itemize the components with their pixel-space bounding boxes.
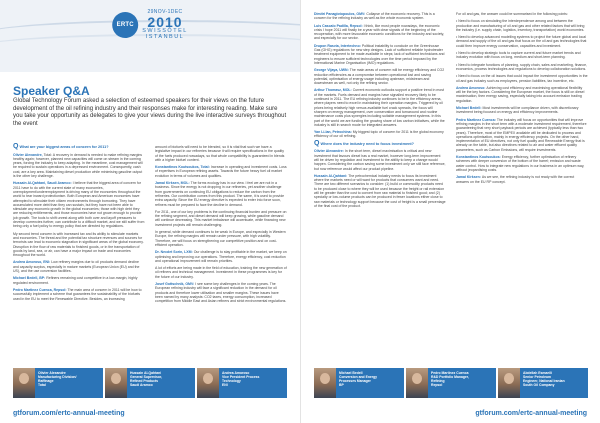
answer-paragraph bbox=[314, 12, 446, 21]
answer-paragraph bbox=[155, 210, 287, 227]
answer-text: Our challenge is to stay profitable in the market, we keep on optimising and improving our operations. Therefore, energy efficiency, cost reduction and operational improvement will remain priorities. bbox=[155, 250, 287, 263]
footer-url[interactable]: gtforum.com/ertc-annual-meeting bbox=[475, 410, 587, 417]
speaker-role2: Processes Manager bbox=[339, 379, 371, 383]
answer-text: For 2011, one of our key problems is the continuing financial burden and pressure on the refining segment, and diesel demand will keep growing, while gasoline demand will continue decreasing. This market imbalance will accentuate, while financing new investment projects will remain challenging. bbox=[155, 209, 287, 227]
speaker-org: ENI bbox=[222, 383, 228, 387]
logo-city-2: ISTANBUL bbox=[145, 33, 185, 40]
answer-paragraph bbox=[13, 232, 145, 258]
speaker-org: Total bbox=[38, 383, 46, 387]
answer-text: Current economic outlooks support a positive trend in most of the markets. Fuels demand and margins have signalled recovery likely to be continued in 2011. The EU refining industry continues to be in the efficiency arena, where players need to excel in maintaining their operation margins. Triggered by oil prices being relatively high versus available fuel crack spreads, the focus will sharpen on energy management, over conservation and turnaround and routine maintenance costs plus synergies including suitable management systems. In this part of the world we are funding the growing share of low carbon initiatives, while the industry is still in search mode for integrated answers. bbox=[314, 88, 445, 127]
speaker-name: Pedro Martinez Cuenca bbox=[431, 371, 469, 375]
speaker-name: Dimitri Panagiotopoulos, OMV: bbox=[314, 12, 367, 16]
answer-text: The forms ecology has in our view. I feel we are not in a business. Since the energy is not dropping in our refineries, yet another challenge from governments on continuing EU obligations to reduce the carbon from the refineries. Our contribution comes from this product. The same, it is used to provide extra capacity. Since the EU energy directive is expected to enter into force soon, refiners must be prepared to face the decline in demand. bbox=[155, 181, 285, 207]
speaker-role2: Raffinage bbox=[38, 379, 54, 383]
answer-text: • Need to focus on the oil issues that could impact the investment opportunities in the oil and gas industry such as employees, pension liabilities, tax incentive, etc. bbox=[456, 74, 588, 83]
answer-text: • Need to focus on simulating the interdependence among and between the production and manufacturing of oil and gas and other related factors that will bring the industry (i.e. supply chain, logistics, inventory, transportation) world economies. bbox=[456, 19, 585, 32]
speaker-org: Repsol bbox=[431, 383, 443, 387]
ertc-logo bbox=[112, 10, 188, 40]
speaker-name: Andrea Amoroso: bbox=[456, 85, 487, 90]
header-band bbox=[0, 0, 300, 72]
right-page bbox=[300, 0, 600, 423]
answer-paragraph bbox=[456, 155, 588, 172]
answer-paragraph bbox=[456, 51, 588, 60]
answer-paragraph bbox=[13, 260, 145, 273]
answer-paragraph bbox=[155, 181, 287, 207]
speaker-name: Luis Cascalo Padilla, Repsol: bbox=[314, 23, 364, 28]
speaker-meta bbox=[35, 368, 103, 398]
logo-year: 2010 bbox=[147, 14, 183, 30]
speaker-role1: R&D Portfolio Manager, bbox=[431, 375, 469, 379]
answer-paragraph bbox=[13, 276, 145, 285]
answer-paragraph bbox=[456, 175, 588, 184]
answer-text: As we see, the refining industry is not ready with the correct answers on the EU RP concept. bbox=[456, 175, 575, 184]
answer-paragraph bbox=[456, 35, 588, 48]
answer-text: I think, like most people nowadays, the economic crisis I hope 2011 will finally be a year with clear signals of the beginning of the recuperation, with more favourable economic conditions for the industry and society, and especially for our sector. bbox=[314, 23, 445, 41]
answer-text: In general, while demand continues to be weak in Europe, and especially in Western Europe, the refining margins will remain under pressure, with high volatility. Therefore, we will focus on strengthening our competitive position and on cost-efficient operation. bbox=[155, 230, 286, 247]
speaker-name: Olivier Alexandre: bbox=[314, 149, 345, 154]
speaker-org: Saudi Aramco bbox=[130, 383, 153, 387]
answer-paragraph bbox=[456, 63, 588, 72]
logo-city-1: SWISSÔTEL bbox=[142, 28, 188, 34]
column-2 bbox=[155, 145, 287, 307]
answer-text: The petrochemical industry needs to focus its investment where the markets need or will want for products that consumers want and need. There are two different scenarios to consider: (1) build or commodity products need to be produced close to where they will be used because the freight or rail extension will be greater than the cost to convert from raw material to finished good; and (2) specialty or low-volume products can be produced in fewer locations either close to raw materials or technology support because the cost of freight is a small percentage of the final cost of the product. bbox=[314, 173, 446, 208]
answer-paragraph bbox=[456, 74, 588, 83]
answer-text: Collapse of the economic recovery. This is a concern for the refining industry as well as the whole economic system. bbox=[314, 12, 435, 21]
question bbox=[314, 139, 446, 147]
answer-text: I believe that the biggest area of concern for 2011 have to do with the current state of many economies, unemployment/underemployment is driving many of the economies throughout the world to tear inward protectionism. Both European and American economies have attempted to stimulate their citizen environments through borrowing. They have accumulated more debt than they can sustain, but they have not been able to stimulate any economic growth in the global economies; those with high debt they are reducing entitlements, and those economies have not grown enough to provide job growth. The tools to shift unrest along with both over and layoff pressures to develop currencies further, can contribute to a difficult market, and we still suffer from being only a fuel policy to energy policy that are directed by regulations. bbox=[13, 181, 145, 229]
page-title: Speaker Q&A bbox=[13, 84, 90, 98]
answer-text: Most investments will be compliance driven, with discretionary investment being focused on energy and efficiency improvements. bbox=[456, 106, 579, 115]
answer-paragraph bbox=[13, 181, 145, 228]
speaker-meta bbox=[127, 368, 195, 398]
speaker-name: Dr. Necdet Sorin, LXM: bbox=[155, 250, 194, 255]
answer-paragraph bbox=[155, 145, 287, 162]
speaker-role1: Manufacturing Division/ bbox=[38, 375, 77, 379]
answer-text: Achieving cost efficiency and maximising operational flexibility will be the key factors. Considering the European market, the focus is still on diesel maximisation, then energy saving, especially taking into account emission trading regulation. bbox=[456, 85, 585, 103]
footer-url[interactable]: gtforum.com/ertc-annual-meeting bbox=[13, 410, 125, 417]
speaker-name: Jamal Kirksen: bbox=[456, 175, 482, 180]
answer-text: The main areas of concern will be energy efficiency and CO2 reduction efficiencies as a compromise between operational lost and saving potential, optimisation of energy usage including upstream, midstream and downstream as well, not only the refining sector. bbox=[314, 68, 445, 86]
logo-dates: 29NOV-1DEC bbox=[147, 9, 183, 15]
answer-text: My second trend concern is with increased tax and its ability to stimulate markets and economies. The threat and the potential tax structure revenues and sources for terrorists can lead to economic stagnation in significant areas of the global economy. Disruption in the flow of raw materials to finished goods, or in the transportation of goods by land, sea, or air, can have a major impact on trade and economies throughout the world. bbox=[13, 231, 144, 258]
speaker-name: Olivier Alexandre bbox=[38, 371, 66, 375]
speaker-name: Yan Li-Ian, Petrochina: bbox=[314, 130, 353, 135]
answer-paragraph bbox=[314, 68, 446, 85]
answer-paragraph bbox=[456, 106, 588, 115]
answer-text: Low refinery margins due to oil products demand decline and capacity surplus, especially in mature markets (European Union (EU) and the US), and the use conversion facilities. bbox=[13, 260, 140, 274]
answer-text: • Need to develop advanced modelling systems to project the future global and local demand and supply of the oil and gas that focus on the oil and gas technologies that could then improve energy conservation, capacities and investment. bbox=[456, 35, 587, 48]
answer-text: My biggest topic of concern for 2011 is the global economy efficiency of our oil refining. bbox=[314, 130, 444, 139]
answer-paragraph bbox=[314, 88, 446, 127]
speaker-photo bbox=[105, 368, 127, 398]
answer-text: • Need to develop strategic tools to capture current and future market trends and industry evolution with focus on long, medium and short-term planning. bbox=[456, 51, 581, 60]
answer-paragraph bbox=[155, 282, 287, 303]
speaker-name: Michael Bedell: bbox=[456, 106, 483, 111]
speaker-role2: Refined Products bbox=[130, 379, 159, 383]
speaker-name: Abdellah Esmaeili bbox=[523, 371, 553, 375]
speaker-strip bbox=[314, 368, 588, 398]
question-mark: Q bbox=[314, 139, 320, 147]
speaker-org: South Oil Company bbox=[523, 383, 555, 387]
speaker-name: Hussain Al-Qahtani: bbox=[314, 173, 349, 178]
speaker-name: George Vijaya, UWN: bbox=[314, 68, 350, 73]
speaker-photo bbox=[13, 368, 35, 398]
speaker-name: Drupon Rasvia, Intertechno: bbox=[314, 43, 362, 48]
speaker-name: Michael Bedell bbox=[339, 371, 363, 375]
answer-paragraph bbox=[314, 44, 446, 65]
speaker-role1: General Supervisor, bbox=[130, 375, 163, 379]
speaker-name: Andrea Amoroso, ENI: bbox=[13, 260, 52, 265]
speaker-meta bbox=[336, 368, 404, 398]
answer-text: Total: A recovery in demand is needed to make refining margins healthy again; however, planned new capacities will come on stream in the coming years, forcing the industry to keep adapting. In the meantime, cost management will be required to sustain operations in a depressed environment. Consequently, cash cost, are a key area. Maintaining diesel production while minimising gasoline output is the other key challenge. bbox=[13, 152, 143, 179]
intro-paragraph: Global Technology Forum asked a selection of esteemed speakers for their views on the future development of the oil refining industry and their responses make for interesting reading. Make sure you take your opportunity as delegates to give your views during the live interactive surveys throughout the event bbox=[13, 98, 287, 127]
answer-paragraph bbox=[13, 153, 145, 179]
speaker-name: Hussain Al-Qahtani bbox=[130, 371, 162, 375]
answer-paragraph bbox=[155, 266, 287, 279]
answer-text: amount of biofuels will need to be blended, so it is vital that such we have a legislative impact in our refineries because it will require specifications in the quality of the fuels produced nowadays, so that whole compatibility is guaranteed in blends with a higher biofuel content. bbox=[155, 145, 285, 162]
speaker-name: Konstantinos Koutsoukos, Total: bbox=[155, 165, 211, 170]
speaker-meta bbox=[428, 368, 496, 398]
speaker-photo bbox=[498, 368, 520, 398]
speaker-name: Konstantinos Koutsoukos: bbox=[456, 155, 502, 160]
speaker-role1: Conversion and Energy bbox=[339, 375, 378, 379]
speaker-card bbox=[13, 368, 103, 398]
speaker-name: Jamal Kirksen, MOL: bbox=[155, 181, 191, 186]
answer-paragraph bbox=[456, 86, 588, 103]
answer-text: For oil and gas, the answer could be summarised in the following points: bbox=[456, 12, 568, 16]
answer-paragraph bbox=[314, 149, 446, 170]
speaker-card bbox=[105, 368, 195, 398]
answer-text: • Need to integrate functions of planning, supply chain, sales and marketing, finance, economics, process technologies and regulations to develop collaboration solutions. bbox=[456, 62, 588, 71]
speaker-name: Pedro Martinez Cuenca, Repsol: bbox=[13, 287, 68, 292]
speaker-name: Pedro Martinez Cuenca: bbox=[456, 117, 497, 122]
answer-text: I see some key challenges in the coming years. The European refining industry will face a significant reduction in the demand for oil products and therefore lower utilisation and smaller margins. These issues have been named by many analysts: CO2 taxes, energy consumption, increased competition from Middle East and Asian refiners and strict environmental regulations. bbox=[155, 282, 287, 304]
answer-text: The industry will focus on opportunities that will improve refining margins in the short term with a moderate investment requirement, therefore guaranteeing that very short payback periods are achieved (typically less than two years). Therefore, most of the EMPEX available will be dedicated to process and operations optimisation, mainly in energy efficiency projects. On the other hand, implementation of EU directives, not only fuel quality and Renewable Energy that is already on the table, but also directives related to air and water effluent quality parameters, such as Carbon Emissions, will require investments. bbox=[456, 117, 587, 152]
article-columns bbox=[13, 145, 287, 307]
speaker-name: Arthur Thomasz, MOL: bbox=[314, 88, 353, 93]
speaker-strip bbox=[13, 368, 287, 398]
article-columns bbox=[314, 12, 588, 211]
answer-paragraph bbox=[13, 288, 145, 301]
question-text: Where does the industry need to focus investment? bbox=[319, 141, 414, 146]
column-1 bbox=[13, 145, 145, 307]
speaker-meta bbox=[219, 368, 287, 398]
speaker-role1: Vice President Process bbox=[222, 375, 260, 379]
speaker-name: Josef Gottschnik, OMV: bbox=[155, 282, 196, 287]
question-mark: Q bbox=[13, 143, 19, 150]
speaker-name: Michael Bedell, BP: bbox=[13, 276, 47, 281]
speaker-photo bbox=[197, 368, 219, 398]
answer-text: Energy efficiency, further optimisation of refinery schemes with deeper conversion of the bottom of the barrel; emission and waste water control. How to integrate new regulations in our business in an optimum way, without jeopardising costs. bbox=[456, 155, 585, 172]
answer-text: Increase in operating and investment costs. Loss of expertises in European refining assets. Towards the future heavy fuel oil market evolution in terms of volumes and qualities. bbox=[155, 165, 287, 178]
answer-text: Refiners remaining cost competitive in a low-margin, highly regulated environment. bbox=[13, 276, 138, 285]
speaker-name: Olivier Alexandre, bbox=[13, 152, 44, 157]
ertc-badge: ERTC bbox=[112, 12, 138, 38]
speaker-meta bbox=[520, 368, 588, 398]
answer-paragraph bbox=[155, 165, 287, 178]
answer-text: A lot of efforts are being made in the field of education, training the new generation of oil refiners and technical management. Investment in these programmes is key for the future of our industry. bbox=[155, 266, 287, 279]
speaker-org: BP bbox=[339, 383, 344, 387]
speaker-role1: Senior Petroleum bbox=[523, 375, 552, 379]
speaker-role2: Refining bbox=[431, 379, 445, 383]
answer-text: Political instability to conclude on the Greenhouse Gas (GHG) regulations for new step designs. Lack of sufficient reliable hydrotreater treatment equipment to be made available in steps; lack of sufficient technicians and engineers to ensure sufficient technologies over the time period imposed by the International Marine Organisation (IMO) regulations. bbox=[314, 43, 445, 65]
speaker-card bbox=[314, 368, 404, 398]
answer-paragraph bbox=[155, 250, 287, 263]
answer-paragraph bbox=[314, 130, 446, 139]
column-1 bbox=[314, 12, 446, 211]
speaker-name: Hussain Al-Qahtani, Saudi Aramco: bbox=[13, 181, 73, 186]
column-2 bbox=[456, 12, 588, 211]
answer-paragraph bbox=[314, 24, 446, 41]
speaker-photo bbox=[314, 368, 336, 398]
answer-paragraph bbox=[456, 118, 588, 152]
speaker-name: Andrea Amoroso bbox=[222, 371, 250, 375]
speaker-role2: Engineer, National Iranian bbox=[523, 379, 565, 383]
answer-paragraph bbox=[456, 19, 588, 32]
answer-paragraph bbox=[314, 174, 446, 208]
question bbox=[13, 145, 145, 150]
answer-paragraph bbox=[456, 12, 588, 16]
answer-paragraph bbox=[155, 230, 287, 247]
speaker-card bbox=[197, 368, 287, 398]
question-text: What are your biggest areas of concern for 2011? bbox=[18, 145, 109, 149]
speaker-role2: Technology bbox=[222, 379, 241, 383]
speaker-card bbox=[406, 368, 496, 398]
speaker-photo bbox=[406, 368, 428, 398]
speaker-card bbox=[498, 368, 588, 398]
answer-text: The main area of concern in 2011 will be how to successfully implement a scheme that guarantees the sustainability of the biofuels used in the EU to meet the Renewable Directive. Besides, an increasing bbox=[13, 287, 142, 301]
answer-text: In the short term, diesel maximisation is critical and new investment that favours diesel has a real market, however long-term improvement will be driven by regulation and investment to the ability to keep a change would happen. Considering the carbon saving some investment only we still face reference, but now reference would affect our product pipeline. bbox=[314, 149, 446, 171]
